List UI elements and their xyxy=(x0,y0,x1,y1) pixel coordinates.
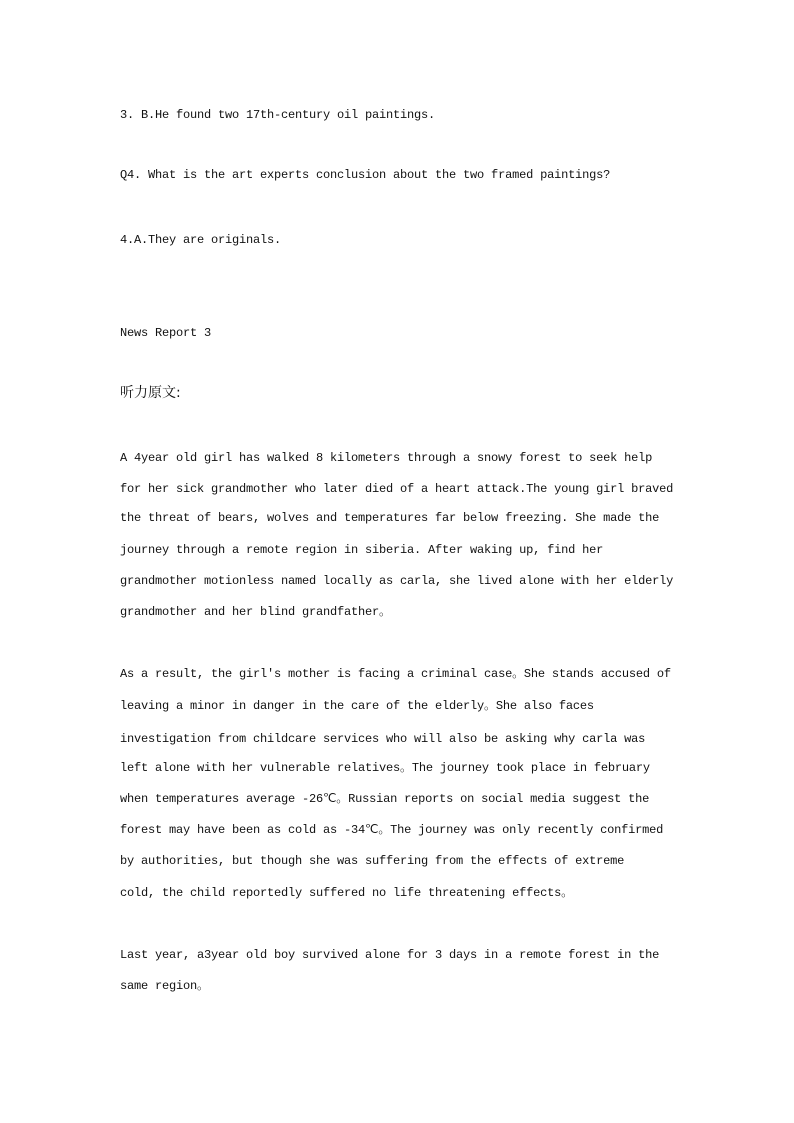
paragraph-line: Last year, a3year old boy survived alone for 3 days in a remote forest in the xyxy=(120,948,660,962)
paragraph-line: leaving a minor in danger in the care of the elderly。She also faces xyxy=(120,699,594,713)
paragraph-line: the threat of bears, wolves and temperatures far below freezing. She made the xyxy=(120,511,660,525)
paragraph-line: journey through a remote region in siberia. After waking up, find her xyxy=(120,543,604,557)
paragraph-line: grandmother and her blind grandfather。 xyxy=(120,605,391,619)
paragraph-line: forest may have been as cold as -34℃。The journey was only recently confirmed xyxy=(120,823,664,837)
paragraph-line: grandmother motionless named locally as carla, she lived alone with her elderly xyxy=(120,574,674,588)
paragraph-line: for her sick grandmother who later died of a heart attack.The young girl braved xyxy=(120,482,674,496)
paragraph-line: As a result, the girl's mother is facing a criminal case。She stands accused of xyxy=(120,667,671,681)
transcript-label: 听力原文: xyxy=(120,385,181,401)
paragraph-line: when temperatures average -26℃。Russian reports on social media suggest the xyxy=(120,792,650,806)
paragraph-line: same region。 xyxy=(120,979,209,993)
paragraph-line: A 4year old girl has walked 8 kilometers through a snowy forest to seek help xyxy=(120,451,653,465)
question-4: Q4. What is the art experts conclusion about the two framed paintings? xyxy=(120,168,611,182)
paragraph-line: investigation from childcare services who will also be asking why carla was xyxy=(120,732,646,746)
paragraph-line: by authorities, but though she was suffering from the effects of extreme xyxy=(120,854,625,868)
paragraph-line: cold, the child reportedly suffered no life threatening effects。 xyxy=(120,886,573,900)
answer-4: 4.A.They are originals. xyxy=(120,233,282,247)
paragraph-line: left alone with her vulnerable relatives。The journey took place in february xyxy=(120,761,650,775)
section-title: News Report 3 xyxy=(120,326,212,340)
answer-3: 3. B.He found two 17th-century oil paintings. xyxy=(120,108,436,122)
